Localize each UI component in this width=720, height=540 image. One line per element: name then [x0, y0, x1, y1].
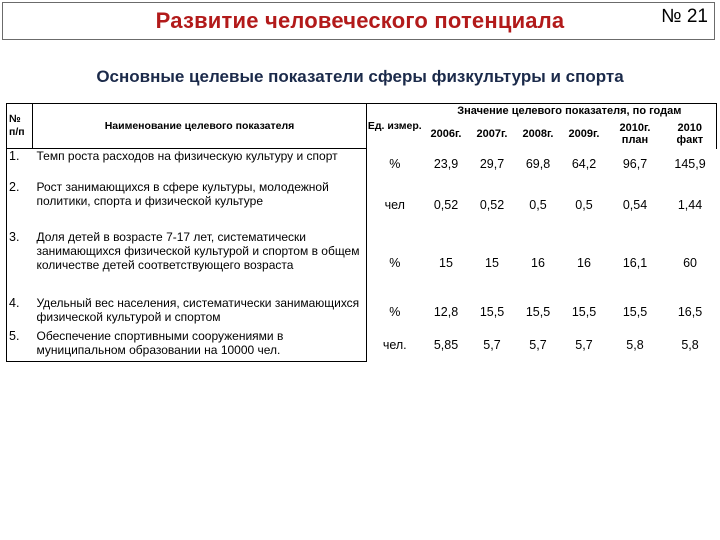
row-number: 5.: [7, 329, 33, 362]
table-subtitle: Основные целевые показатели сферы физкультуры и спорта: [96, 67, 624, 86]
header-year: 2009г.: [568, 127, 600, 140]
row-value: 5,8: [681, 338, 699, 352]
row-value: 96,7: [622, 157, 648, 171]
header-year: 2006г.: [430, 127, 462, 140]
row-number: 1.: [7, 149, 33, 180]
row-value: 15: [439, 255, 453, 270]
row-value: 5,8: [626, 338, 644, 352]
row-value: 64,2: [571, 157, 597, 171]
row-number: 4.: [7, 296, 33, 329]
row-value: 5,85: [433, 338, 459, 352]
row-value: 16,1: [622, 255, 648, 270]
row-value: 16: [577, 255, 591, 270]
indicators-table: [6, 103, 717, 362]
row-value: 15,5: [622, 305, 648, 319]
row-value: 16,5: [677, 305, 703, 319]
row-indicator-name: Темп роста расходов на физическую культуру и спорт: [33, 149, 367, 180]
row-value: 145,9: [674, 157, 706, 171]
row-value: 15,5: [479, 305, 505, 319]
row-value: 0,52: [433, 197, 459, 212]
row-value: 60: [683, 255, 697, 270]
header-values-title: Значение целевого показателя, по годам: [423, 104, 717, 119]
row-value: 0,5: [575, 197, 593, 212]
row-number: 2.: [7, 180, 33, 230]
row-value: 12,8: [433, 305, 459, 319]
row-value: 23,9: [433, 157, 459, 171]
row-value: 15,5: [525, 305, 551, 319]
header-name: Наименование целевого показателя: [33, 104, 367, 149]
row-value: 5,7: [483, 338, 501, 352]
header-year: 2007г.: [476, 127, 508, 140]
page-title: Развитие человеческого потенциала: [155, 8, 565, 33]
row-indicator-name: Обеспечение спортивными сооружениями в муниципальном образовании на 10000 чел.: [33, 329, 367, 362]
row-value: 5,7: [529, 338, 547, 352]
row-indicator-name: Доля детей в возрасте 7-17 лет, систематически занимающихся физической культурой и спортом в общем количестве детей соответствующего возраста: [33, 230, 367, 296]
header-unit: Ед. измер.: [367, 104, 423, 149]
row-number: 3.: [7, 230, 33, 296]
header-year: 2010г. план: [619, 121, 651, 146]
header-year: 2008г.: [522, 127, 554, 140]
row-indicator-name: Рост занимающихся в сфере культуры, молодежной политики, спорта и физической культуре: [33, 180, 367, 230]
row-unit: %: [389, 305, 401, 319]
row-value: 5,7: [575, 338, 593, 352]
row-unit: чел.: [382, 338, 407, 352]
row-value: 69,8: [525, 157, 551, 171]
row-value: 16: [531, 255, 545, 270]
row-unit: %: [389, 255, 401, 270]
row-value: 1,44: [677, 197, 703, 212]
row-value: 0,54: [622, 197, 648, 212]
row-indicator-name: Удельный вес населения, систематически занимающихся физической культурой и спортом: [33, 296, 367, 329]
row-value: 29,7: [479, 157, 505, 171]
row-unit: чел: [384, 197, 405, 212]
indicators-table-wrapper: [6, 103, 716, 362]
row-value: 15,5: [571, 305, 597, 319]
header-year: 2010 факт: [664, 119, 717, 149]
row-value: 0,52: [479, 197, 505, 212]
slide-number: № 21: [661, 6, 708, 27]
row-unit: %: [389, 157, 401, 171]
row-value: 15: [485, 255, 499, 270]
header-num: № п/п: [7, 104, 33, 149]
row-value: 0,5: [529, 197, 547, 212]
